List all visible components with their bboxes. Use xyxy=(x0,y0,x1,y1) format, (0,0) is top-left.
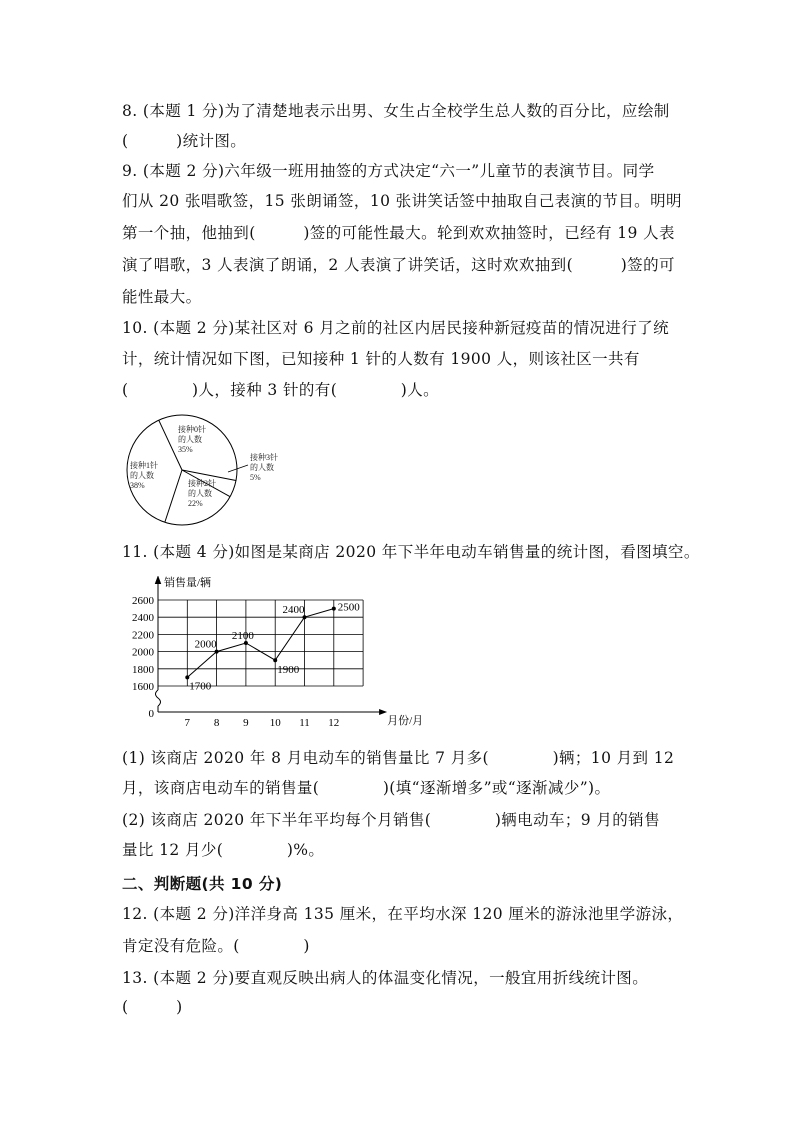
q11-part1-line-2: 月，该商店电动车的销售量( )(填“逐渐增多”或“逐渐减少”)。 xyxy=(122,779,611,797)
pie-slice-label-4: 的人数 xyxy=(130,471,154,480)
x-tick-label: 11 xyxy=(299,717,310,729)
q8-line-2: ( )统计图。 xyxy=(122,132,247,150)
q13-line-1: 13. (本题 2 分)要直观反映出病人的体温变化情况，一般宜用折线统计图。 xyxy=(122,969,649,987)
y-tick-label: 0 xyxy=(148,708,154,720)
sales-line-chart xyxy=(110,572,424,732)
q11-part1-line-1: (1) 该商店 2020 年 8 月电动车的销售量比 7 月多( )辆；10 月到 12 xyxy=(122,749,675,767)
q9-line-2: 们从 20 张唱歌签，15 张朗诵签，10 张讲笑话签中抽取自己表演的节目。明明 xyxy=(122,192,682,210)
data-point xyxy=(332,607,336,611)
q11-part2-line-2: 量比 12 月少( )%。 xyxy=(122,841,325,859)
q11-part2-line-1: (2) 该商店 2020 年下半年平均每个月销售( )辆电动车；9 月的销售 xyxy=(122,811,660,829)
pie-slice-label-1: 的人数 xyxy=(178,435,202,444)
vaccination-pie-chart xyxy=(120,410,300,530)
y-tick-label: 1600 xyxy=(132,681,154,693)
pie-slice-label-3: 接种2针 xyxy=(188,479,216,488)
x-tick-label: 8 xyxy=(213,717,220,729)
y-tick-label: 2600 xyxy=(132,595,154,607)
x-tick-label: 9 xyxy=(243,717,249,729)
section-heading-judgment: 二、判断题(共 10 分) xyxy=(122,875,283,893)
y-tick-label: 2200 xyxy=(132,629,154,642)
pie-slice-percent-3: 22% xyxy=(188,499,203,508)
x-axis-arrow xyxy=(379,709,387,715)
q11-line-1: 11. (本题 4 分)如图是某商店 2020 年下半年电动车销售量的统计图，看图填空。 xyxy=(122,543,700,561)
data-point xyxy=(185,675,189,679)
q12-line-2: 肯定没有危险。( ) xyxy=(122,937,310,955)
q9-line-5: 能性最大。 xyxy=(122,288,202,306)
pie-slice-percent-2: 5% xyxy=(250,473,261,482)
pie-slice-label-2: 的人数 xyxy=(250,463,274,472)
q9-line-1: 9. (本题 2 分)六年级一班用抽签的方式决定“六一”儿童节的表演节目。同学 xyxy=(122,162,655,180)
q10-line-3: ( )人，接种 3 针的有( )人。 xyxy=(122,381,440,399)
pie-slice-label-2: 接种3针 xyxy=(250,453,278,462)
data-label: 2000 xyxy=(194,638,217,651)
data-label: 1700 xyxy=(189,680,212,693)
y-axis-break xyxy=(156,690,161,706)
data-label: 1900 xyxy=(277,664,300,677)
x-tick-label: 10 xyxy=(269,717,281,729)
pie-slice-label-1: 接种0针 xyxy=(178,425,206,434)
y-tick-label: 1800 xyxy=(132,663,154,676)
pie-slice-percent-1: 35% xyxy=(178,445,193,454)
q10-line-1: 10. (本题 2 分)某社区对 6 月之前的社区内居民接种新冠疫苗的情况进行了统 xyxy=(122,319,670,337)
y-axis-arrow xyxy=(155,576,161,584)
pie-slice-percent-4: 38% xyxy=(130,481,145,490)
q12-line-1: 12. (本题 2 分)洋洋身高 135 厘米，在平均水深 120 厘米的游泳池里学游泳， xyxy=(122,905,684,923)
y-axis-title: 销售量/辆 xyxy=(164,577,212,589)
data-label: 2100 xyxy=(231,630,254,642)
x-tick-label: 12 xyxy=(328,717,340,729)
q10-line-2: 计，统计情况如下图，已知接种 1 针的人数有 1900 人，则该社区一共有 xyxy=(122,350,640,368)
pie-slice-label-3: 的人数 xyxy=(188,489,212,498)
q8-line-1: 8. (本题 1 分)为了清楚地表示出男、女生占全校学生总人数的百分比，应绘制 xyxy=(122,102,670,120)
q13-line-2: ( ) xyxy=(122,998,183,1016)
data-label: 2400 xyxy=(282,604,305,617)
q9-line-4: 演了唱歌，3 人表演了朗诵，2 人表演了讲笑话，这时欢欢抽到( )签的可 xyxy=(122,256,675,274)
y-tick-label: 2400 xyxy=(132,612,154,625)
q9-line-3: 第一个抽，他抽到( )签的可能性最大。轮到欢欢抽签时，已经有 19 人表 xyxy=(122,224,675,242)
data-label: 2500 xyxy=(337,601,360,614)
x-axis-title: 月份/月 xyxy=(387,715,424,727)
x-tick-label: 7 xyxy=(184,717,191,729)
y-tick-label: 2000 xyxy=(132,646,154,659)
data-point xyxy=(273,658,277,662)
pie-slice-label-4: 接种1针 xyxy=(130,461,158,470)
